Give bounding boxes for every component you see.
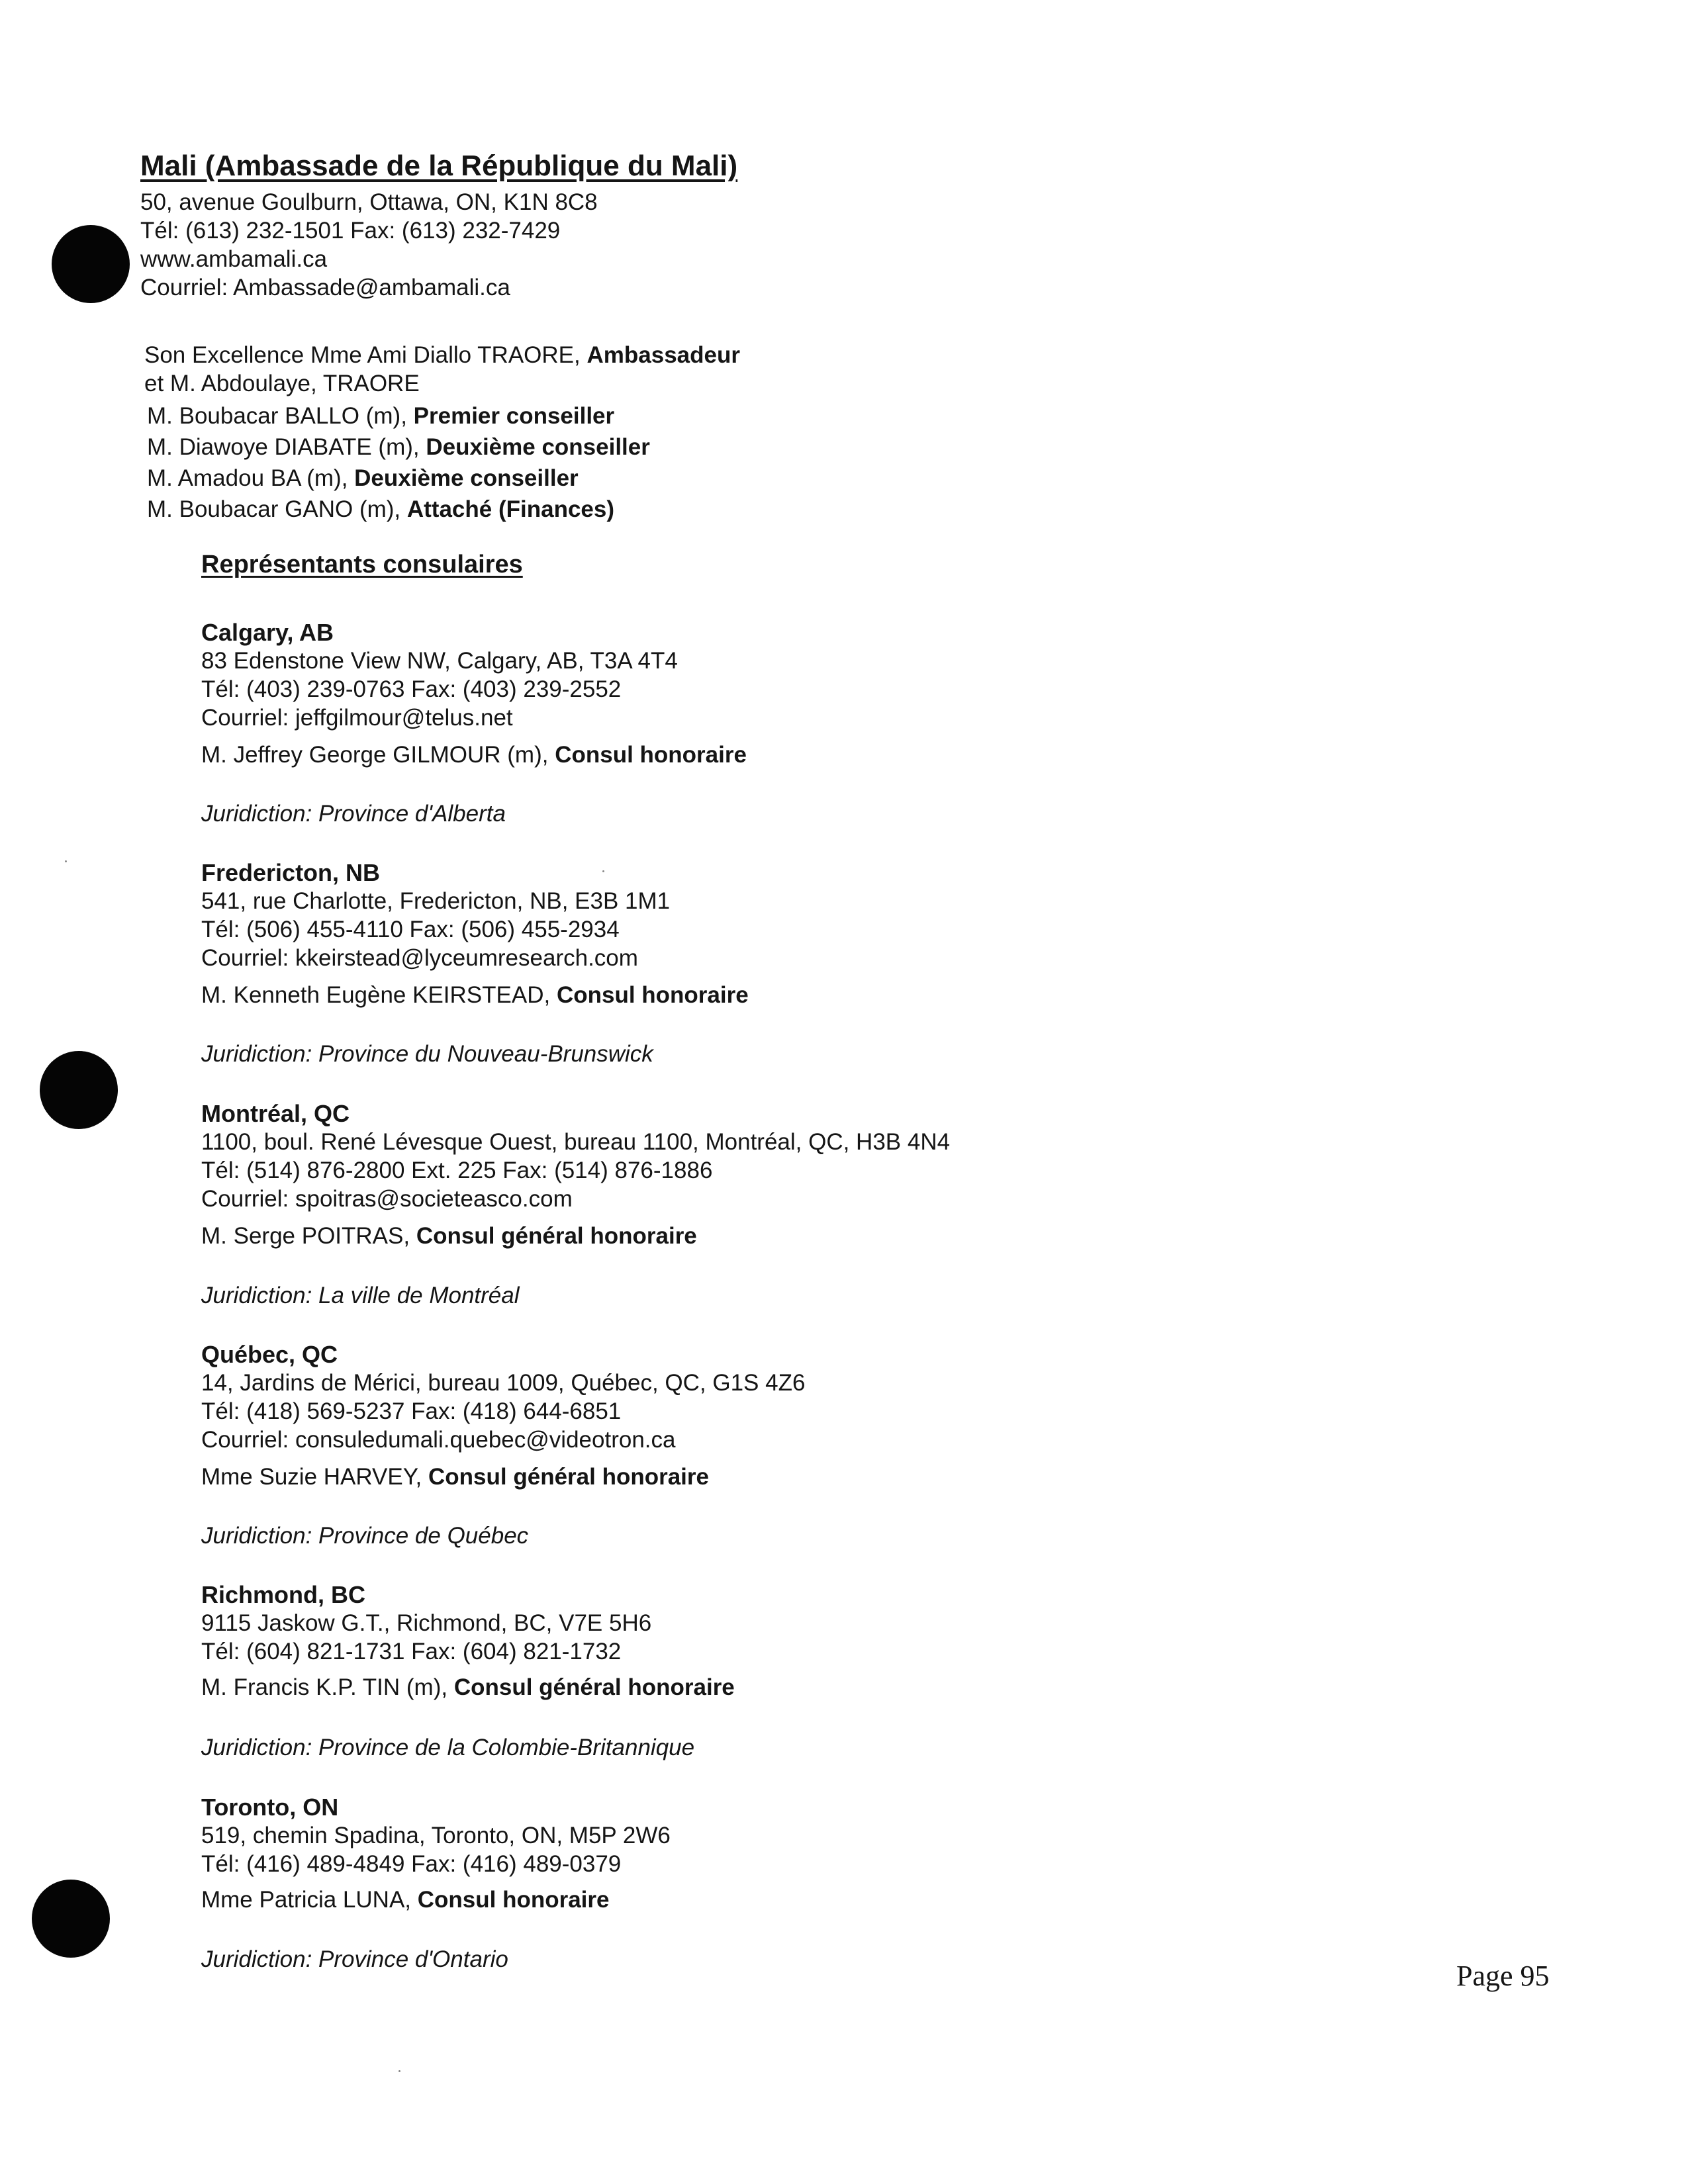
punch-hole-top [52,225,130,303]
consulate-email: Courriel: spoitras@societeasco.com [201,1186,573,1212]
staff-name: et M. Abdoulaye, TRAORE [144,371,420,396]
staff-title: Ambassadeur [586,342,740,368]
consulate-address: 1100, boul. René Lévesque Ouest, bureau 1100, Montréal, QC, H3B 4N4 [201,1129,951,1155]
staff-line [144,341,740,369]
consulate-address: 9115 Jaskow G.T., Richmond, BC, V7E 5H6 [201,1610,652,1636]
consulate-person [201,741,747,769]
person-role: Consul honoraire [417,1887,610,1913]
staff-name: M. Diawoye DIABATE (m), [147,434,426,460]
person-name: M. Serge POITRAS, [201,1223,416,1249]
embassy-address: 50, avenue Goulburn, Ottawa, ON, K1N 8C8 [140,189,598,215]
consulate-phone-fax: Tél: (416) 489-4849 Fax: (416) 489-0379 [201,1851,622,1877]
consulate-email: Courriel: jeffgilmour@telus.net [201,705,513,731]
consulate-city: Toronto, ON [201,1794,339,1821]
person-name: M. Kenneth Eugène KEIRSTEAD, [201,982,557,1008]
consulate-jurisdiction: Juridiction: Province du Nouveau-Brunswick [201,1041,653,1067]
consulate-city: Québec, QC [201,1341,338,1368]
person-role: Consul honoraire [555,742,747,768]
staff-title: Premier conseiller [413,403,615,429]
page-number: Page 95 [1456,1960,1550,1992]
consulate-person [201,1674,735,1702]
consulate-city: Fredericton, NB [201,859,381,886]
staff-title: Deuxième conseiller [426,434,650,460]
consulate-city: Montréal, QC [201,1100,350,1127]
consular-heading: Représentants consulaires [201,551,523,578]
consulate-city: Richmond, BC [201,1581,365,1608]
consulate-person [201,1222,697,1250]
person-role: Consul général honoraire [428,1464,709,1490]
consulate-phone-fax: Tél: (418) 569-5237 Fax: (418) 644-6851 [201,1398,622,1424]
person-name: Mme Suzie HARVEY, [201,1464,429,1490]
staff-line [144,370,420,398]
punch-hole-middle [40,1051,118,1129]
staff-line [147,402,614,430]
consulate-jurisdiction: Juridiction: Province d'Alberta [201,801,506,827]
staff-title: Deuxième conseiller [354,465,579,491]
consulate-address: 541, rue Charlotte, Fredericton, NB, E3B 1M1 [201,888,671,914]
consulate-address: 14, Jardins de Mérici, bureau 1009, Québec, QC, G1S 4Z6 [201,1370,806,1396]
embassy-email: Courriel: Ambassade@ambamali.ca [140,275,510,300]
embassy-title: Mali (Ambassade de la République du Mali) [140,150,738,182]
consulate-phone-fax: Tél: (514) 876-2800 Ext. 225 Fax: (514) 876-1886 [201,1158,713,1183]
scan-speck [602,870,604,872]
consulate-jurisdiction: Juridiction: Province de la Colombie-Britannique [201,1735,695,1760]
staff-line [147,433,650,461]
consulate-email: Courriel: consuledumali.quebec@videotron.ca [201,1427,676,1453]
consulate-person [201,981,749,1009]
embassy-phone-fax: Tél: (613) 232-1501 Fax: (613) 232-7429 [140,218,561,244]
person-role: Consul général honoraire [416,1223,697,1249]
consulate-address: 519, chemin Spadina, Toronto, ON, M5P 2W6 [201,1823,671,1848]
consulate-person [201,1463,709,1491]
consulate-phone-fax: Tél: (403) 239-0763 Fax: (403) 239-2552 [201,676,622,702]
staff-title: Attaché (Finances) [406,496,614,522]
staff-name: M. Boubacar GANO (m), [147,496,407,522]
person-name: M. Jeffrey George GILMOUR (m), [201,742,555,768]
consulate-email: Courriel: kkeirstead@lyceumresearch.com [201,945,638,971]
person-name: Mme Patricia LUNA, [201,1887,418,1913]
embassy-website: www.ambamali.ca [140,246,328,272]
consulate-phone-fax: Tél: (506) 455-4110 Fax: (506) 455-2934 [201,917,620,942]
staff-name: M. Boubacar BALLO (m), [147,403,414,429]
consulate-city: Calgary, AB [201,619,334,646]
consulate-jurisdiction: Juridiction: La ville de Montréal [201,1283,520,1308]
staff-line [147,465,579,492]
person-name: M. Francis K.P. TIN (m), [201,1674,454,1700]
punch-hole-bottom [32,1880,110,1958]
staff-name: M. Amadou BA (m), [147,465,355,491]
consulate-person [201,1886,610,1914]
staff-name: Son Excellence Mme Ami Diallo TRAORE, [144,342,587,368]
staff-line [147,496,614,523]
scan-speck [65,860,67,862]
consulate-jurisdiction: Juridiction: Province d'Ontario [201,1946,508,1972]
consulate-jurisdiction: Juridiction: Province de Québec [201,1523,529,1549]
person-role: Consul honoraire [556,982,749,1008]
consulate-address: 83 Edenstone View NW, Calgary, AB, T3A 4T4 [201,648,678,674]
consulate-phone-fax: Tél: (604) 821-1731 Fax: (604) 821-1732 [201,1639,622,1664]
person-role: Consul général honoraire [453,1674,735,1700]
scan-speck [399,2070,400,2072]
